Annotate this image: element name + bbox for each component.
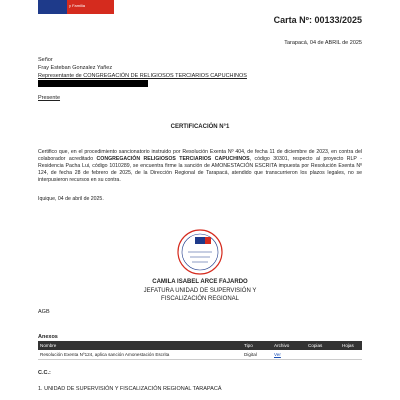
annex-title: Anexos xyxy=(38,334,58,340)
certification-body xyxy=(38,149,362,184)
author-initials: AGB xyxy=(38,309,50,315)
annex-archivo-cell xyxy=(272,350,306,360)
annex-tipo: Digital xyxy=(242,350,272,360)
annex-copias xyxy=(306,350,340,360)
table-row xyxy=(38,350,362,360)
col-copias: Copias xyxy=(306,341,340,350)
annex-hojas xyxy=(340,350,362,360)
logo-blue-block xyxy=(38,0,67,14)
signer-role-line1: JEFATURA UNIDAD DE SUPERVISIÓN Y xyxy=(143,288,257,294)
cc-item: 1. UNIDAD DE SUPERVISIÓN Y FISCALIZACIÓN REGIONAL TARAPACÁ xyxy=(38,386,222,392)
carta-number: Carta Nº: 00133/2025 xyxy=(273,15,362,25)
government-logo xyxy=(38,0,114,14)
signer-role xyxy=(0,287,400,303)
annex-header-row xyxy=(38,341,362,350)
cc-label: C.C.: xyxy=(38,370,51,376)
col-tipo: Tipo xyxy=(242,341,272,350)
signer-name: CAMILA ISABEL ARCE FAJARDO xyxy=(152,279,248,285)
annex-table xyxy=(38,341,362,360)
closing-line: Iquique, 04 de abril de 2025. xyxy=(38,196,104,202)
document-date: Tarapacá, 04 de ABRIL de 2025 xyxy=(284,40,362,46)
body-text-1: Certifico que, en el procedimiento sancionatorio instruido por Resolución Exenta Nº 404, de fecha 11 de diciembre de 2023, en contra del colaborador acreditado xyxy=(38,149,362,162)
recipient-representative: Representante de CONGREGACIÓN DE RELIGIOSOS TERCIARIOS CAPUCHINOS xyxy=(38,73,247,79)
body-text-bold: CONGREGACIÓN RELIGIOSOS TERCIARIOS CAPUCHINOS xyxy=(96,156,250,162)
recipient-name: Fray Esteban Gonzalez Yañez xyxy=(38,65,113,71)
col-archivo: Archivo xyxy=(272,341,306,350)
body-text-2: , código 30301, respecto al proyecto RLP - Residencia Pacha Lui, código 1010289, se encuentra firme la sanción de AMONESTACIÓN ESCRITA impuesta por Resolución Exenta Nº 124, de fecha 28 de febrero de 2025, de la Dirección Regional de Tarapacá, atendido que transcurrieron los plazos legales, no se interpusieron recursos en su contra. xyxy=(38,156,362,183)
col-hojas: Hojas xyxy=(340,341,362,350)
annex-nombre: Resolución Exenta Nº124, aplica sanción Amonestación Escrita xyxy=(38,350,242,360)
official-seal-icon xyxy=(168,226,232,278)
certification-title: CERTIFICACIÓN N°1 xyxy=(170,124,230,130)
signer-role-line2: FISCALIZACIÓN REGIONAL xyxy=(160,296,239,302)
redaction-bar xyxy=(38,80,148,87)
col-nombre: Nombre xyxy=(38,341,242,350)
view-annex-link[interactable]: Ver xyxy=(274,352,281,357)
logo-text: y Familia xyxy=(69,3,86,8)
greeting: Señor xyxy=(38,57,53,63)
presente-label: Presente xyxy=(38,95,61,101)
